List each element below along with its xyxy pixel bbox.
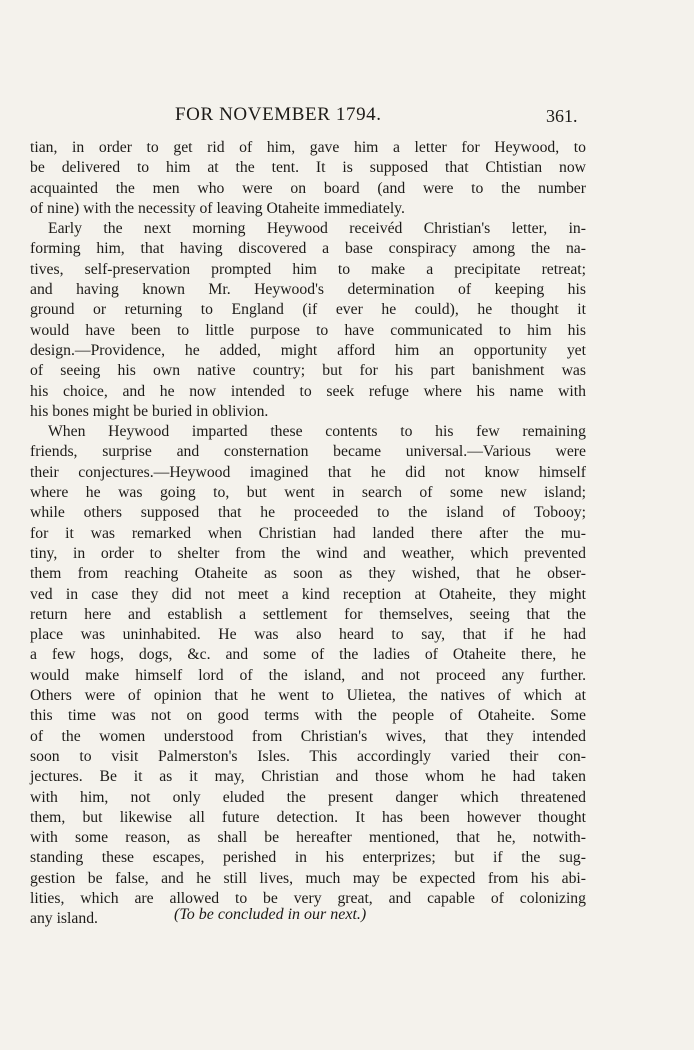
text-line: while others supposed that he proceeded to the island of Tobooy; <box>30 504 586 522</box>
text-line: return here and establish a settlement for themselves, seeing that the <box>30 605 586 623</box>
text-line: with him, not only eluded the present danger which threatened <box>30 788 586 806</box>
text-line: and having known Mr. Heywood's determination of keeping his <box>30 281 586 299</box>
text-line: where he was going to, but went in search of some new island; <box>30 484 586 502</box>
text-line: lities, which are allowed to be very great, and capable of colonizing <box>30 889 586 907</box>
running-head <box>0 104 694 134</box>
text-line: tian, in order to get rid of him, gave him a letter for Heywood, to <box>30 139 586 156</box>
text-line: When Heywood imparted these contents to his few remaining <box>48 423 586 441</box>
text-line: this time was not on good terms with the people of Otaheite. Some <box>30 707 586 725</box>
text-line: Early the next morning Heywood receivéd Christian's letter, in- <box>48 220 586 238</box>
text-line: friends, surprise and consternation became universal.—Various were <box>30 443 586 461</box>
text-line: their conjectures.—Heywood imagined that he did not know himself <box>30 463 586 481</box>
text-line: would have been to little purpose to have communicated to him his <box>30 321 586 339</box>
text-line: would make himself lord of the island, and not proceed any further. <box>30 666 586 684</box>
text-line: place was uninhabited. He was also heard to say, that if he had <box>30 626 586 644</box>
text-line: design.—Providence, he added, might afford him an opportunity yet <box>30 341 586 359</box>
article-body <box>30 138 586 930</box>
running-title: FOR NOVEMBER 1794. <box>175 104 382 125</box>
text-line: tiny, in order to shelter from the wind and weather, which prevented <box>30 544 586 562</box>
text-line: jectures. Be it as it may, Christian and those whom he had taken <box>30 768 586 786</box>
paragraph <box>30 422 586 929</box>
text-line: gestion be false, and he still lives, much may be expected from his abi- <box>30 869 586 887</box>
text-line: forming him, that having discovered a base conspiracy among the na- <box>30 240 586 258</box>
text-line: his bones might be buried in oblivion. <box>30 402 269 420</box>
text-line: for it was remarked when Christian had landed there after the mu- <box>30 524 586 542</box>
paragraph <box>30 219 586 422</box>
text-line: them, but likewise all future detection. It has been however thought <box>30 808 586 826</box>
text-line: any island. <box>30 910 98 928</box>
text-line: be delivered to him at the tent. It is supposed that Chtistian now <box>30 159 586 177</box>
text-line: Others were of opinion that he went to Ulietea, the natives of which at <box>30 687 586 705</box>
text-line: acquainted the men who were on board (and were to the number <box>30 179 586 197</box>
text-line: ground or returning to England (if ever he could), he thought it <box>30 301 586 319</box>
text-line: of seeing his own native country; but for his part banishment was <box>30 362 586 380</box>
page-number: 361. <box>546 106 578 126</box>
text-line: with some reason, as shall be hereafter mentioned, that he, notwith- <box>30 829 586 847</box>
text-line: of the women understood from Christian's wives, that they intended <box>30 727 586 745</box>
text-line: them from reaching Otaheite as soon as they wished, that he obser- <box>30 565 586 583</box>
text-line: of nine) with the necessity of leaving Otaheite immediately. <box>30 199 405 217</box>
continuation-note: (To be concluded in our next.) <box>174 906 367 923</box>
text-line: standing these escapes, perished in his enterprizes; but if the sug- <box>30 849 586 867</box>
text-line: soon to visit Palmerston's Isles. This accordingly varied their con- <box>30 747 586 765</box>
text-line: his choice, and he now intended to seek refuge where his name with <box>30 382 586 400</box>
text-line: ved in case they did not meet a kind reception at Otaheite, they might <box>30 585 586 603</box>
paragraph <box>30 138 586 219</box>
text-line: tives, self-preservation prompted him to make a precipitate retreat; <box>30 260 586 278</box>
text-line: a few hogs, dogs, &c. and some of the ladies of Otaheite there, he <box>30 646 586 664</box>
